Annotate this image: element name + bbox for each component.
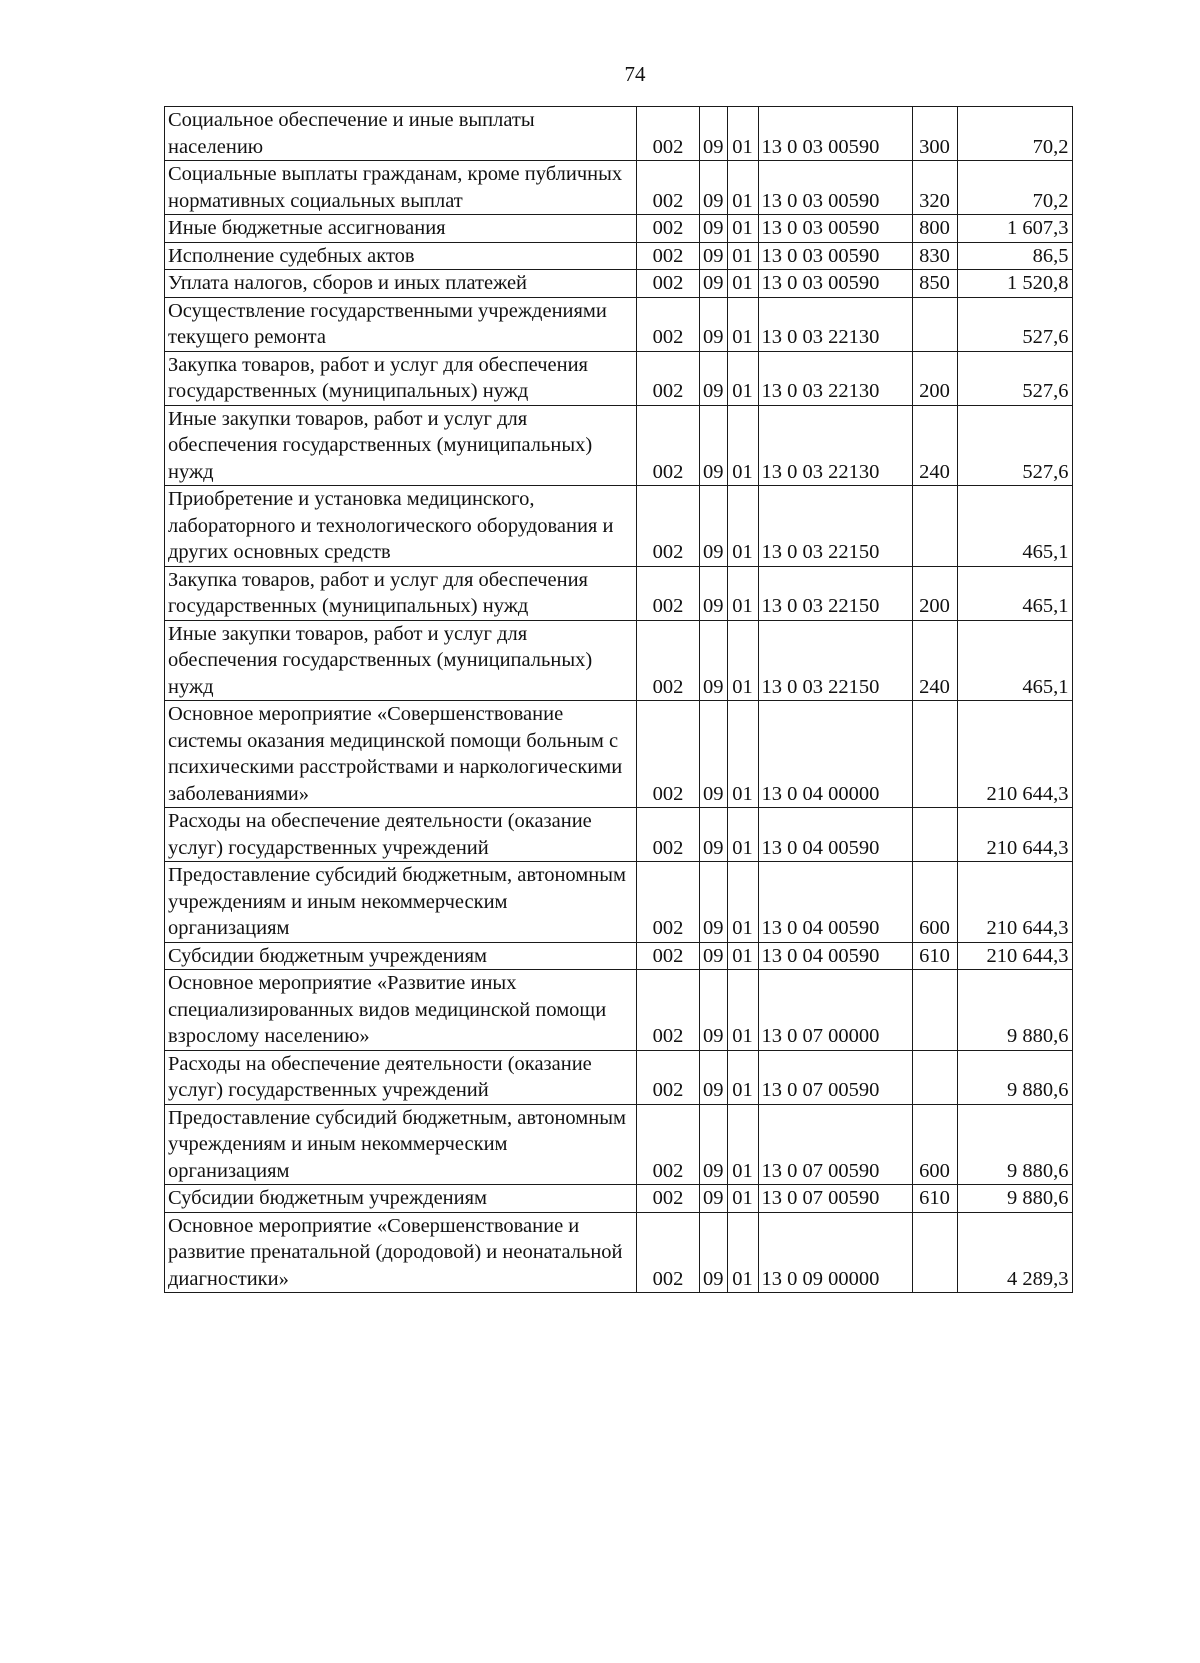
table-row [165, 215, 1073, 243]
row-name-cell: Уплата налогов, сборов и иных платежей [165, 270, 637, 298]
page-number: 74 [624, 62, 646, 86]
row-pr-cell: 01 [727, 215, 758, 243]
row-pr-cell: 01 [727, 270, 758, 298]
row-rz-cell: 09 [700, 620, 728, 701]
row-csr-cell: 13 0 09 00000 [758, 1212, 912, 1293]
row-vr-cell: 610 [912, 942, 957, 970]
row-csr-cell: 13 0 04 00000 [758, 701, 912, 808]
row-sum-cell: 1 607,3 [957, 215, 1072, 243]
row-rz-cell: 09 [700, 297, 728, 351]
row-csr-cell: 13 0 03 00590 [758, 107, 912, 161]
row-vr-cell [912, 486, 957, 567]
row-csr-cell: 13 0 03 00590 [758, 242, 912, 270]
row-vr-cell: 800 [912, 215, 957, 243]
row-sum-cell: 4 289,3 [957, 1212, 1072, 1293]
row-sum-cell: 210 644,3 [957, 862, 1072, 943]
row-ved-cell: 002 [637, 270, 700, 298]
row-pr-cell: 01 [727, 701, 758, 808]
row-vr-cell: 240 [912, 405, 957, 486]
row-csr-cell: 13 0 07 00590 [758, 1050, 912, 1104]
row-name-cell: Социальные выплаты гражданам, кроме публичных нормативных социальных выплат [165, 161, 637, 215]
row-name-cell: Исполнение судебных актов [165, 242, 637, 270]
table-row [165, 942, 1073, 970]
row-ved-cell: 002 [637, 107, 700, 161]
table-row [165, 566, 1073, 620]
row-csr-cell: 13 0 04 00590 [758, 808, 912, 862]
row-pr-cell: 01 [727, 566, 758, 620]
row-rz-cell: 09 [700, 942, 728, 970]
row-name-cell: Иные бюджетные ассигнования [165, 215, 637, 243]
row-name-cell: Субсидии бюджетным учреждениям [165, 1185, 637, 1213]
row-pr-cell: 01 [727, 486, 758, 567]
row-rz-cell: 09 [700, 405, 728, 486]
row-vr-cell: 240 [912, 620, 957, 701]
row-pr-cell: 01 [727, 1104, 758, 1185]
row-pr-cell: 01 [727, 107, 758, 161]
row-ved-cell: 002 [637, 161, 700, 215]
row-name-cell: Предоставление субсидий бюджетным, автономным учреждениям и иным некоммерческим организациям [165, 1104, 637, 1185]
row-sum-cell: 86,5 [957, 242, 1072, 270]
row-vr-cell: 600 [912, 862, 957, 943]
row-pr-cell: 01 [727, 242, 758, 270]
row-ved-cell: 002 [637, 215, 700, 243]
row-pr-cell: 01 [727, 161, 758, 215]
row-csr-cell: 13 0 07 00000 [758, 970, 912, 1051]
row-rz-cell: 09 [700, 1104, 728, 1185]
table-row [165, 701, 1073, 808]
row-ved-cell: 002 [637, 297, 700, 351]
row-rz-cell: 09 [700, 1212, 728, 1293]
row-vr-cell: 200 [912, 351, 957, 405]
row-name-cell: Расходы на обеспечение деятельности (оказание услуг) государственных учреждений [165, 1050, 637, 1104]
row-csr-cell: 13 0 07 00590 [758, 1104, 912, 1185]
row-sum-cell: 527,6 [957, 405, 1072, 486]
row-name-cell: Закупка товаров, работ и услуг для обеспечения государственных (муниципальных) нужд [165, 351, 637, 405]
row-pr-cell: 01 [727, 405, 758, 486]
row-name-cell: Субсидии бюджетным учреждениям [165, 942, 637, 970]
row-ved-cell: 002 [637, 405, 700, 486]
table-row [165, 107, 1073, 161]
row-pr-cell: 01 [727, 620, 758, 701]
row-ved-cell: 002 [637, 1185, 700, 1213]
row-rz-cell: 09 [700, 270, 728, 298]
row-pr-cell: 01 [727, 1185, 758, 1213]
row-sum-cell: 9 880,6 [957, 1104, 1072, 1185]
row-pr-cell: 01 [727, 1050, 758, 1104]
row-pr-cell: 01 [727, 970, 758, 1051]
row-vr-cell [912, 808, 957, 862]
row-csr-cell: 13 0 03 22150 [758, 486, 912, 567]
row-rz-cell: 09 [700, 701, 728, 808]
row-vr-cell [912, 1050, 957, 1104]
table-row [165, 270, 1073, 298]
row-name-cell: Основное мероприятие «Совершенствование системы оказания медицинской помощи больным с психическими расстройствами и наркологическими заболеваниями» [165, 701, 637, 808]
row-vr-cell: 300 [912, 107, 957, 161]
row-rz-cell: 09 [700, 566, 728, 620]
row-csr-cell: 13 0 03 00590 [758, 270, 912, 298]
row-csr-cell: 13 0 03 22150 [758, 620, 912, 701]
table-row [165, 1185, 1073, 1213]
row-rz-cell: 09 [700, 1050, 728, 1104]
row-ved-cell: 002 [637, 1104, 700, 1185]
row-name-cell: Иные закупки товаров, работ и услуг для обеспечения государственных (муниципальных) нужд [165, 620, 637, 701]
row-name-cell: Закупка товаров, работ и услуг для обеспечения государственных (муниципальных) нужд [165, 566, 637, 620]
row-name-cell: Социальное обеспечение и иные выплаты населению [165, 107, 637, 161]
row-rz-cell: 09 [700, 215, 728, 243]
row-rz-cell: 09 [700, 1185, 728, 1213]
row-csr-cell: 13 0 07 00590 [758, 1185, 912, 1213]
row-vr-cell [912, 701, 957, 808]
row-ved-cell: 002 [637, 970, 700, 1051]
row-vr-cell: 320 [912, 161, 957, 215]
row-vr-cell: 830 [912, 242, 957, 270]
row-sum-cell: 465,1 [957, 620, 1072, 701]
row-sum-cell: 9 880,6 [957, 1050, 1072, 1104]
row-name-cell: Предоставление субсидий бюджетным, автономным учреждениям и иным некоммерческим организациям [165, 862, 637, 943]
row-vr-cell [912, 297, 957, 351]
row-rz-cell: 09 [700, 351, 728, 405]
row-csr-cell: 13 0 03 22130 [758, 405, 912, 486]
table-row [165, 970, 1073, 1051]
table-row [165, 1050, 1073, 1104]
table-row [165, 620, 1073, 701]
row-rz-cell: 09 [700, 242, 728, 270]
row-pr-cell: 01 [727, 808, 758, 862]
row-pr-cell: 01 [727, 297, 758, 351]
row-sum-cell: 70,2 [957, 107, 1072, 161]
row-name-cell: Основное мероприятие «Совершенствование и развитие пренатальной (дородовой) и неонатальной диагностики» [165, 1212, 637, 1293]
row-sum-cell: 70,2 [957, 161, 1072, 215]
row-pr-cell: 01 [727, 862, 758, 943]
row-rz-cell: 09 [700, 486, 728, 567]
row-sum-cell: 210 644,3 [957, 701, 1072, 808]
row-csr-cell: 13 0 03 00590 [758, 161, 912, 215]
row-ved-cell: 002 [637, 620, 700, 701]
row-vr-cell: 600 [912, 1104, 957, 1185]
table-row [165, 1212, 1073, 1293]
row-sum-cell: 465,1 [957, 566, 1072, 620]
row-sum-cell: 210 644,3 [957, 808, 1072, 862]
row-ved-cell: 002 [637, 701, 700, 808]
row-sum-cell: 527,6 [957, 351, 1072, 405]
row-vr-cell: 610 [912, 1185, 957, 1213]
row-name-cell: Осуществление государственными учреждениями текущего ремонта [165, 297, 637, 351]
row-csr-cell: 13 0 04 00590 [758, 942, 912, 970]
budget-table [164, 106, 1073, 1293]
table-row [165, 808, 1073, 862]
row-csr-cell: 13 0 03 22130 [758, 351, 912, 405]
row-ved-cell: 002 [637, 1050, 700, 1104]
table-row [165, 161, 1073, 215]
row-name-cell: Иные закупки товаров, работ и услуг для обеспечения государственных (муниципальных) нужд [165, 405, 637, 486]
row-csr-cell: 13 0 03 22130 [758, 297, 912, 351]
row-ved-cell: 002 [637, 1212, 700, 1293]
row-ved-cell: 002 [637, 808, 700, 862]
row-sum-cell: 9 880,6 [957, 1185, 1072, 1213]
table-row [165, 405, 1073, 486]
row-name-cell: Основное мероприятие «Развитие иных специализированных видов медицинской помощи взрослому населению» [165, 970, 637, 1051]
row-ved-cell: 002 [637, 351, 700, 405]
row-ved-cell: 002 [637, 242, 700, 270]
row-ved-cell: 002 [637, 862, 700, 943]
row-sum-cell: 1 520,8 [957, 270, 1072, 298]
row-ved-cell: 002 [637, 566, 700, 620]
row-rz-cell: 09 [700, 107, 728, 161]
row-pr-cell: 01 [727, 942, 758, 970]
row-vr-cell: 200 [912, 566, 957, 620]
row-vr-cell: 850 [912, 270, 957, 298]
row-pr-cell: 01 [727, 1212, 758, 1293]
row-csr-cell: 13 0 03 00590 [758, 215, 912, 243]
table-row [165, 242, 1073, 270]
row-rz-cell: 09 [700, 862, 728, 943]
row-sum-cell: 527,6 [957, 297, 1072, 351]
table-row [165, 486, 1073, 567]
row-ved-cell: 002 [637, 942, 700, 970]
row-vr-cell [912, 1212, 957, 1293]
row-ved-cell: 002 [637, 486, 700, 567]
row-vr-cell [912, 970, 957, 1051]
table-row [165, 297, 1073, 351]
row-name-cell: Расходы на обеспечение деятельности (оказание услуг) государственных учреждений [165, 808, 637, 862]
table-row [165, 351, 1073, 405]
row-rz-cell: 09 [700, 161, 728, 215]
row-rz-cell: 09 [700, 970, 728, 1051]
row-pr-cell: 01 [727, 351, 758, 405]
row-sum-cell: 9 880,6 [957, 970, 1072, 1051]
row-name-cell: Приобретение и установка медицинского, лабораторного и технологического оборудования и других основных средств [165, 486, 637, 567]
row-csr-cell: 13 0 03 22150 [758, 566, 912, 620]
row-rz-cell: 09 [700, 808, 728, 862]
table-row [165, 862, 1073, 943]
table-row [165, 1104, 1073, 1185]
row-sum-cell: 210 644,3 [957, 942, 1072, 970]
row-sum-cell: 465,1 [957, 486, 1072, 567]
row-csr-cell: 13 0 04 00590 [758, 862, 912, 943]
